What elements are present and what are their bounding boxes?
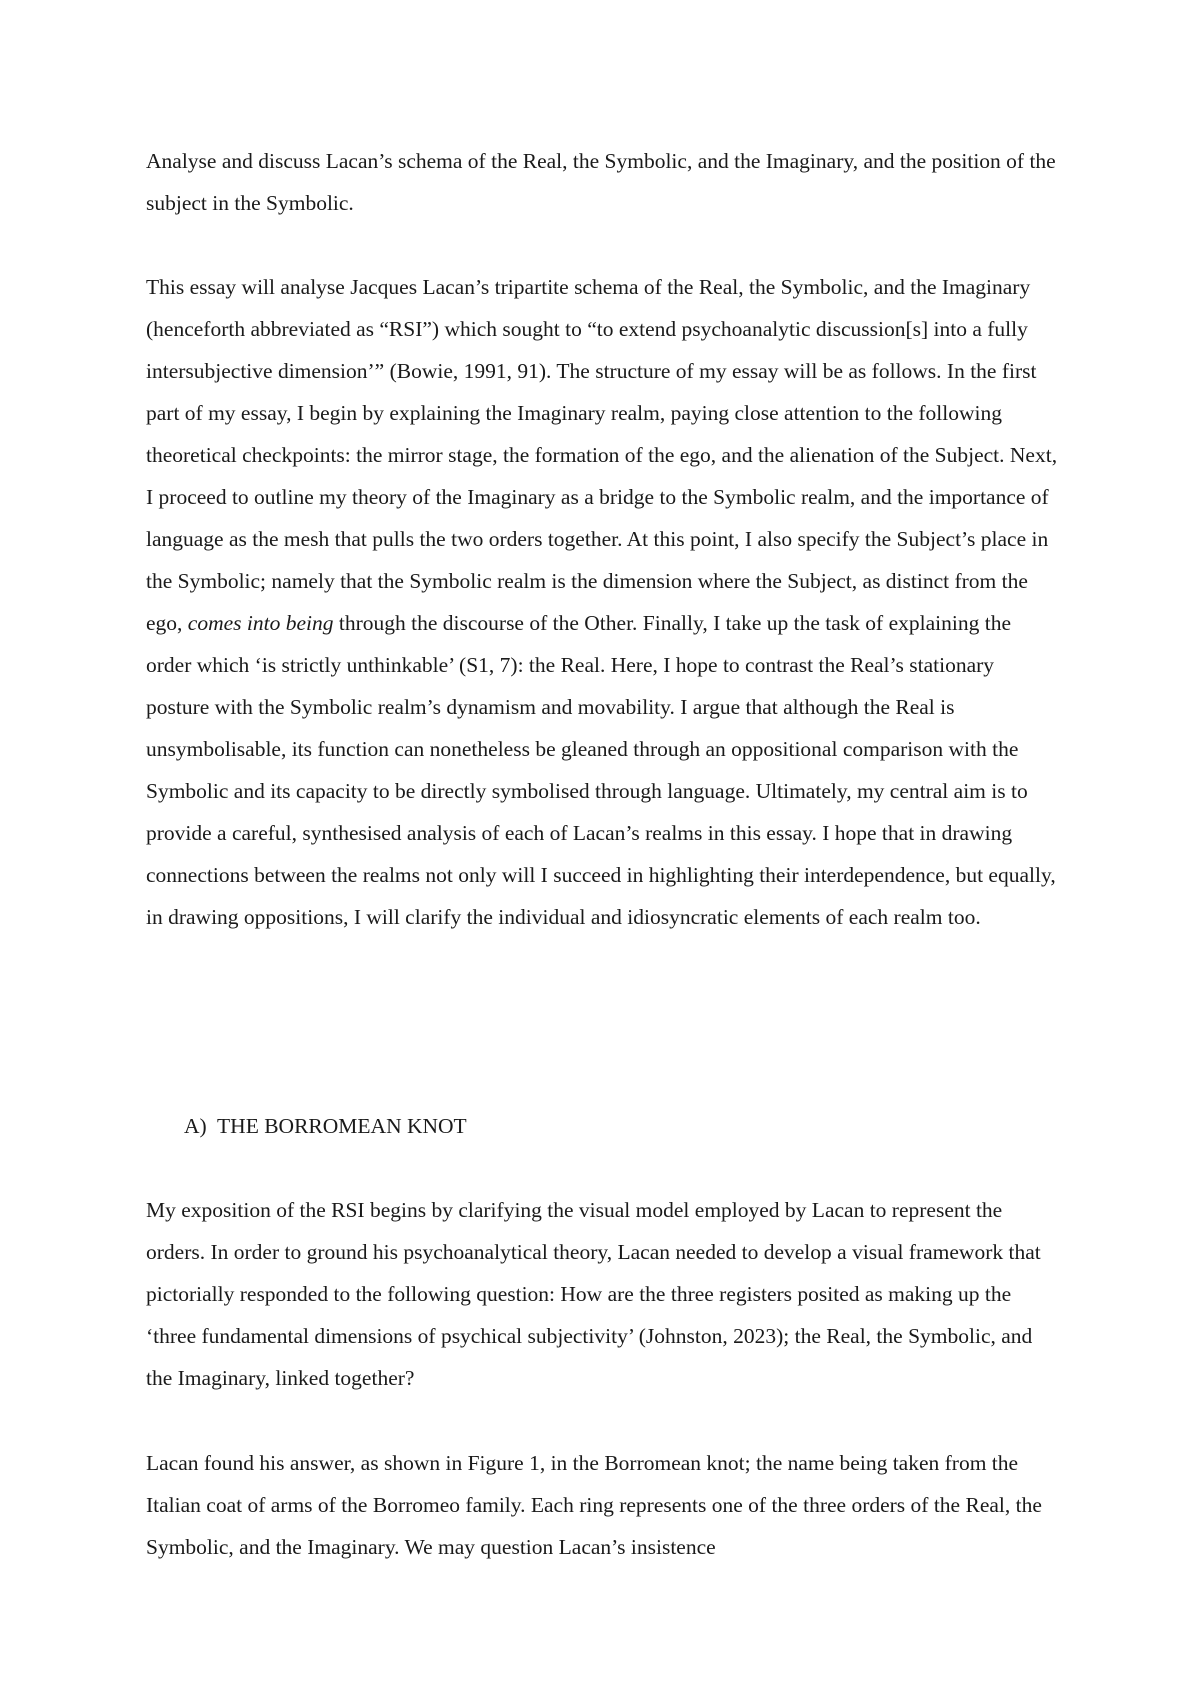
essay-prompt: Analyse and discuss Lacan’s schema of the Real, the Symbolic, and the Imaginary, and the position of the subject in the Symbolic. bbox=[146, 149, 1056, 215]
intro-text-end: through the discourse of the Other. Finally, I take up the task of explaining the order which ‘is strictly unthinkable’ (S1, 7): the Real. Here, I hope to contrast the Real’s stationary posture with the Symbolic realm’s dynamism and movability. I argue that although the Real is unsymbolisable, its function can nonetheless be gleaned through an oppositional comparison with the Symbolic and its capacity to be directly symbolised through language. Ultimately, my central aim is to provide a careful, synthesised analysis of each of Lacan’s realms in this essay. I hope that in drawing connections between the realms not only will I succeed in highlighting their interdependence, but equally, in drawing oppositions, I will clarify the individual and idiosyncratic elements of each realm too. bbox=[146, 611, 1056, 929]
borromean-paragraph-1: My exposition of the RSI begins by clarifying the visual model employed by Lacan to represent the orders. In order to ground his psychoanalytical theory, Lacan needed to develop a visual framework that pictorially responded to the following question: How are the three registers posited as making up the ‘three fundamental dimensions of psychical subjectivity’ (Johnston, 2023); the Real, the Symbolic, and the Imaginary, linked together? bbox=[146, 1198, 1041, 1390]
intro-text-start: This essay will analyse Jacques Lacan’s tripartite schema of the Real, the Symbolic, and the Imaginary (henceforth abbreviated as “RSI”) which sought to “to extend psychoanalytic discussion[s] into a fully intersubjective dimension’” (Bowie, 1991, 91). The structure of my essay will be as follows. In the first part of my essay, I begin by explaining the Imaginary realm, paying close attention to the following theoretical checkpoints: the mirror stage, the formation of the ego, and the alienation of the Subject. Next, I proceed to outline my theory of the Imaginary as a bridge to the Symbolic realm, and the importance of language as the mesh that pulls the two orders together. At this point, I also specify the Subject’s place in the Symbolic; namely that the Symbolic realm is the dimension where the Subject, as distinct from the ego, bbox=[146, 275, 1058, 635]
section-heading-borromean-knot: A) THE BORROMEAN KNOT bbox=[184, 1114, 467, 1138]
intro-paragraph bbox=[146, 266, 1058, 938]
borromean-paragraph-2: Lacan found his answer, as shown in Figure 1, in the Borromean knot; the name being taken from the Italian coat of arms of the Borromeo family. Each ring represents one of the three orders of the Real, the Symbolic, and the Imaginary. We may question Lacan’s insistence bbox=[146, 1451, 1042, 1559]
intro-italic-phrase: comes into being bbox=[187, 611, 334, 635]
